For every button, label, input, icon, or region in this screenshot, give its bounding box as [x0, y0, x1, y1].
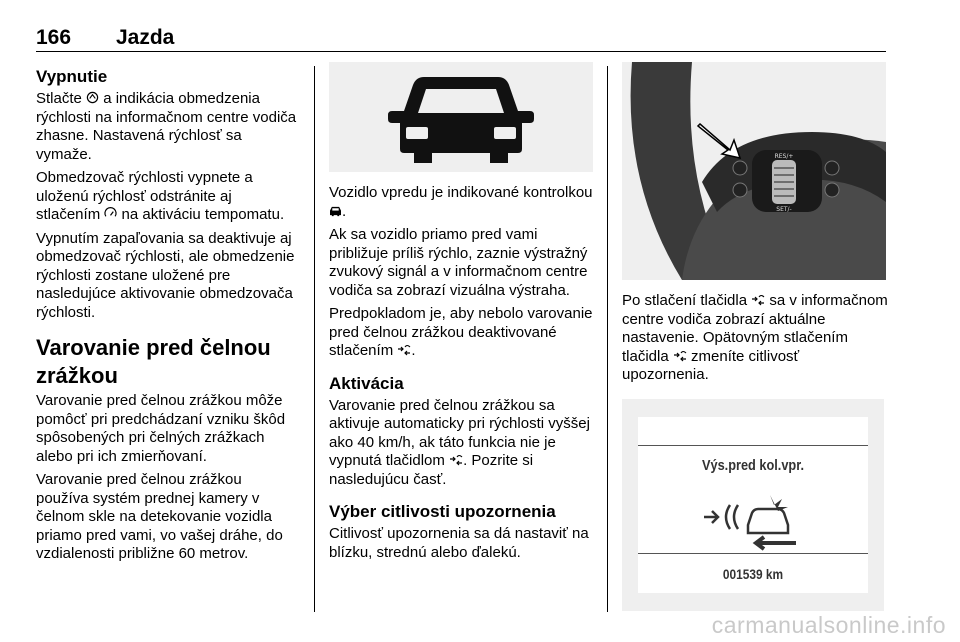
paragraph: Ak sa vozidlo priamo pred vami približuje príliš rýchlo, zaznie výstražný zvukový signál a v informačnom centre vodiča sa zobrazí vizuálna výstraha.: [329, 226, 588, 299]
paragraph: Predpokladom je, aby nebolo varovanie pred čelnou zrážkou deaktivované stlačením .: [329, 305, 593, 359]
steering-wheel-illustration: [622, 62, 886, 280]
paragraph: Varovanie pred čelnou zrážkou sa aktivuje automaticky pri rýchlosti vyššej ako 40 km/h, ak táto funkcia nie je vypnutá tlačidlom . Pozrite si nasledujúcu časť.: [329, 396, 590, 488]
display-screen: [638, 417, 868, 593]
column-divider-2: [607, 66, 608, 612]
collision-alert-button-icon: [673, 350, 687, 362]
page-header: [36, 24, 886, 52]
column-1: [36, 62, 298, 569]
heading-vyber: Výber citlivosti upozornenia: [329, 502, 556, 521]
svg-text:RES/+: RES/+: [774, 153, 794, 160]
vehicle-indicator-icon: [329, 206, 342, 217]
heading-aktivacia: Aktivácia: [329, 373, 404, 393]
paragraph: Vozidlo vpredu je indikované kontrolkou .: [329, 184, 593, 220]
collision-alert-button-icon: [751, 294, 765, 306]
paragraph: Citlivosť upozornenia sa dá nastaviť na blízku, strednú alebo ďalekú.: [329, 525, 589, 561]
paragraph: Vypnutím zapaľovania sa deaktivuje aj obmedzovač rýchlosti, ale obmedzenie rýchlosti zostane uložené pre nasledujúce aktivovanie obmedzovača rýchlosti.: [36, 229, 295, 321]
watermark: carmanualsonline.info: [711, 612, 946, 638]
collision-alert-button-icon: [449, 454, 463, 466]
header-rule: [36, 51, 886, 52]
page-number: 166: [36, 26, 72, 49]
display-divider: [638, 553, 868, 554]
display-divider: [638, 445, 868, 446]
heading-varovanie: Varovanie pred čelnou zrážkou: [36, 335, 271, 388]
car-front-icon: [386, 69, 536, 165]
svg-text:SET/-: SET/-: [776, 206, 792, 213]
column-2: [329, 62, 593, 567]
paragraph: Obmedzovač rýchlosti vypnete a uloženú rýchlosť odstránite aj stlačením na aktiváciu tempomatu.: [36, 169, 285, 223]
odometer-reading: 001539 km: [722, 565, 784, 582]
column-divider-1: [314, 66, 315, 612]
paragraph: Stlačte a indikácia obmedzenia rýchlosti na informačnom centre vodiča zhasne. Nastavená rýchlosť sa vymaže.: [36, 90, 297, 163]
display-title: Výs.pred kol.vpr.: [701, 456, 805, 474]
paragraph: Varovanie pred čelnou zrážkou môže pomôcť pri predchádzaní vzniku škôd spôsobených pri čelných zrážkach alebo pri ich zmierňovaní.: [36, 392, 286, 465]
chapter-title: Jazda: [116, 26, 175, 49]
heading-vypnutie: Vypnutie: [36, 67, 108, 86]
speed-limiter-icon: [86, 91, 99, 104]
collision-alert-button-icon: [397, 344, 411, 356]
cruise-control-icon: [104, 207, 117, 220]
paragraph: Varovanie pred čelnou zrážkou používa systém prednej kamery v čelnom skle na detekovanie vozidla priamo pred vami, vo vašej dráhe, do vzdialenosti približne 60 metrov.: [36, 471, 283, 562]
paragraph: Po stlačení tlačidla sa v informačnom centre vodiča zobrazí aktuálne nastavenie. Opätovným stlačením tlačidla zmeníte citlivosť upozornenia.: [622, 292, 888, 383]
collision-warning-icon: [700, 493, 806, 553]
driver-info-display-figure: [622, 399, 884, 611]
steering-wheel-figure: [622, 62, 886, 280]
vehicle-ahead-figure: [329, 62, 593, 172]
column-3: [622, 62, 890, 611]
